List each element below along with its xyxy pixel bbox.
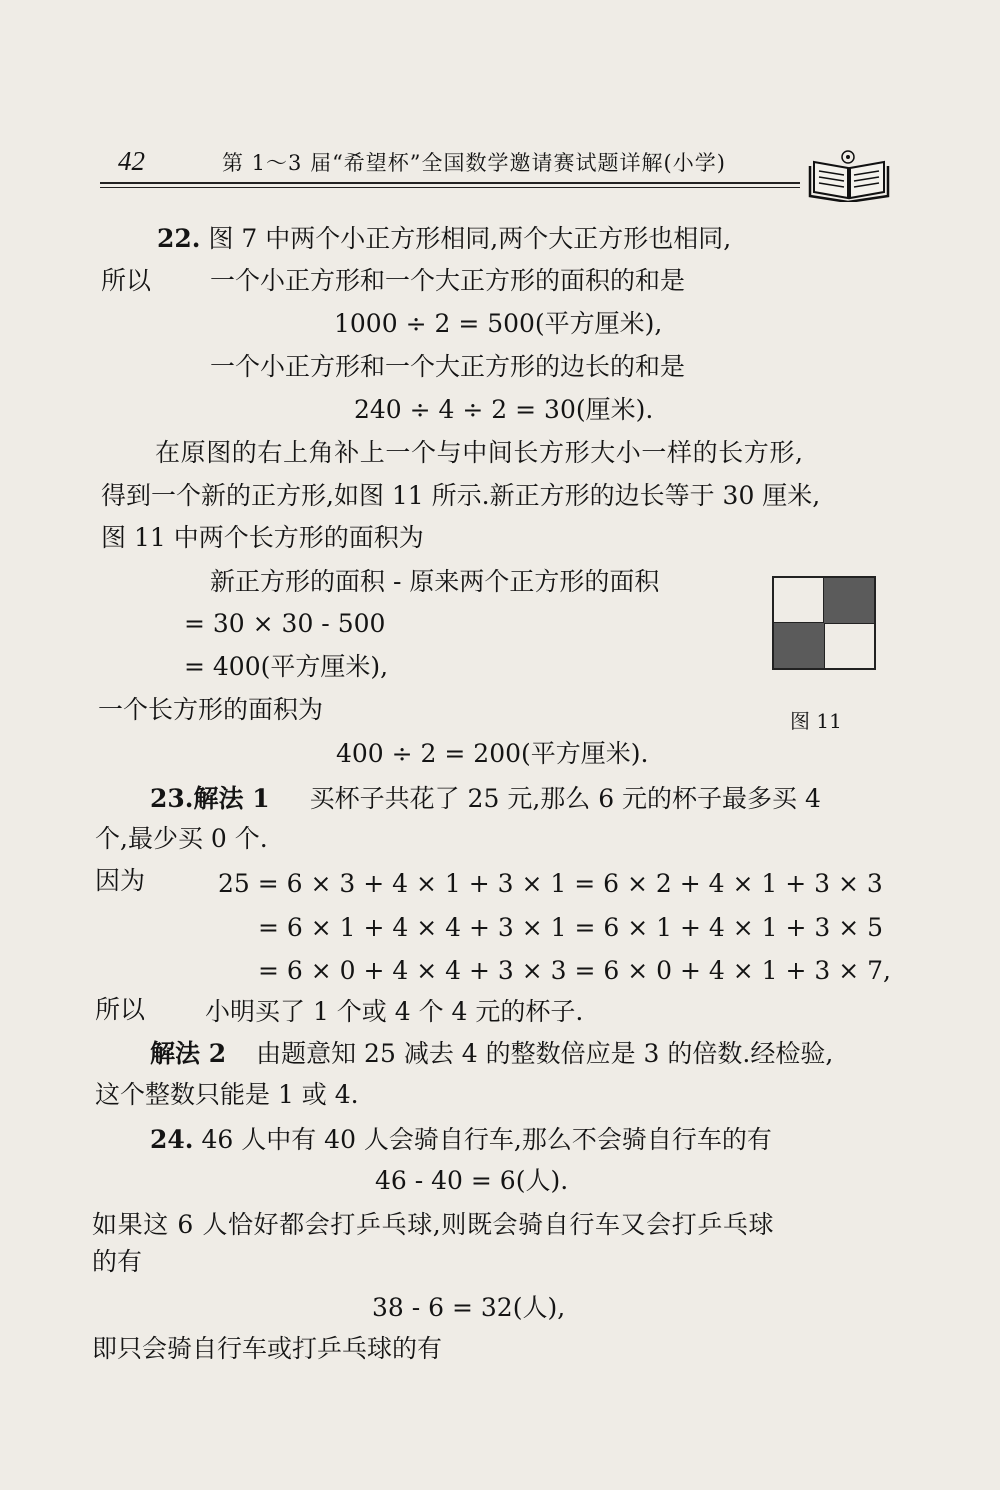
q22-so-label: 所以 bbox=[101, 266, 152, 295]
q22-equation-5: 400 ÷ 2 = 200(平方厘米). bbox=[336, 739, 649, 768]
q23-line-7 bbox=[150, 1039, 833, 1069]
running-title: 第 1～3 届“希望杯”全国数学邀请赛试题详解(小学) bbox=[222, 151, 726, 175]
q23-number: 23. bbox=[150, 784, 194, 813]
q24-line-6: 即只会骑自行车或打乒乓球的有 bbox=[92, 1334, 443, 1363]
q22-text-1: 图 7 中两个小正方形相同,两个大正方形也相同, bbox=[208, 224, 732, 253]
q23-equation-3: = 6 × 0 + 4 × 4 + 3 × 3 = 6 × 0 + 4 × 1 + 3 × 7, bbox=[258, 956, 891, 985]
q22-equation-1: 1000 ÷ 2 = 500(平方厘米), bbox=[334, 309, 663, 338]
q22-line-8: 图 11 中两个长方形的面积为 bbox=[101, 523, 424, 552]
q23-text-7: 由题意知 25 减去 4 的整数倍应是 3 的倍数.经检验, bbox=[256, 1039, 834, 1068]
figure-11-caption: 图 11 bbox=[790, 709, 842, 733]
q23-text-1: 买杯子共花了 25 元,那么 6 元的杯子最多买 4 bbox=[309, 784, 821, 813]
q22-line-1 bbox=[157, 224, 731, 254]
q22-equation-4: = 400(平方厘米), bbox=[184, 652, 389, 681]
header-rule bbox=[100, 182, 800, 184]
q23-line-1 bbox=[150, 784, 821, 814]
q23-equation-1: 25 = 6 × 3 + 4 × 1 + 3 × 1 = 6 × 2 + 4 × 1 + 3 × 3 bbox=[218, 869, 883, 898]
q24-line-3: 如果这 6 人恰好都会打乒乓球,则既会骑自行车又会打乒乓球 bbox=[92, 1210, 775, 1239]
q24-line-1 bbox=[150, 1125, 772, 1155]
figure-11-square bbox=[772, 576, 876, 670]
q22-line-4: 一个小正方形和一个大正方形的边长的和是 bbox=[210, 352, 686, 381]
q22-line-9: 新正方形的面积 - 原来两个正方形的面积 bbox=[210, 567, 660, 596]
q24-line-4: 的有 bbox=[92, 1247, 143, 1276]
q23-line-8: 这个整数只能是 1 或 4. bbox=[95, 1080, 359, 1109]
open-book-icon bbox=[808, 148, 890, 202]
q22-line-7: 得到一个新的正方形,如图 11 所示.新正方形的边长等于 30 厘米, bbox=[101, 481, 821, 510]
q23-method-1-label: 解法 1 bbox=[193, 784, 270, 813]
q24-number: 24. bbox=[150, 1125, 194, 1154]
q22-line-6: 在原图的右上角补上一个与中间长方形大小一样的长方形, bbox=[155, 438, 804, 467]
q24-equation-1: 46 - 40 = 6(人). bbox=[375, 1166, 569, 1195]
q23-equation-2: = 6 × 1 + 4 × 4 + 3 × 1 = 6 × 1 + 4 × 1 + 3 × 5 bbox=[258, 913, 884, 942]
q24-text-1: 46 人中有 40 人会骑自行车,那么不会骑自行车的有 bbox=[201, 1125, 772, 1154]
q22-line-2: 一个小正方形和一个大正方形的面积的和是 bbox=[210, 266, 686, 295]
q23-because-label: 因为 bbox=[95, 866, 146, 895]
q23-method-2-label: 解法 2 bbox=[150, 1039, 227, 1068]
figure-11-large-square bbox=[824, 623, 874, 668]
q22-line-12: 一个长方形的面积为 bbox=[98, 695, 324, 724]
page-number: 42 bbox=[118, 146, 145, 176]
q24-equation-2: 38 - 6 = 32(人), bbox=[372, 1293, 566, 1322]
figure-11-shaded-rectangle-bottom bbox=[774, 623, 824, 668]
q23-so-label: 所以 bbox=[95, 995, 146, 1024]
q22-equation-3: = 30 × 30 - 500 bbox=[184, 609, 386, 638]
header-rule-thin bbox=[100, 187, 800, 188]
q23-line-6: 小明买了 1 个或 4 个 4 元的杯子. bbox=[205, 997, 584, 1026]
q23-line-2: 个,最少买 0 个. bbox=[95, 824, 268, 853]
q22-number: 22. bbox=[157, 224, 201, 253]
figure-11-shaded-rectangle-top bbox=[824, 578, 874, 623]
q22-equation-2: 240 ÷ 4 ÷ 2 = 30(厘米). bbox=[354, 395, 654, 424]
figure-11-small-square bbox=[774, 578, 824, 623]
